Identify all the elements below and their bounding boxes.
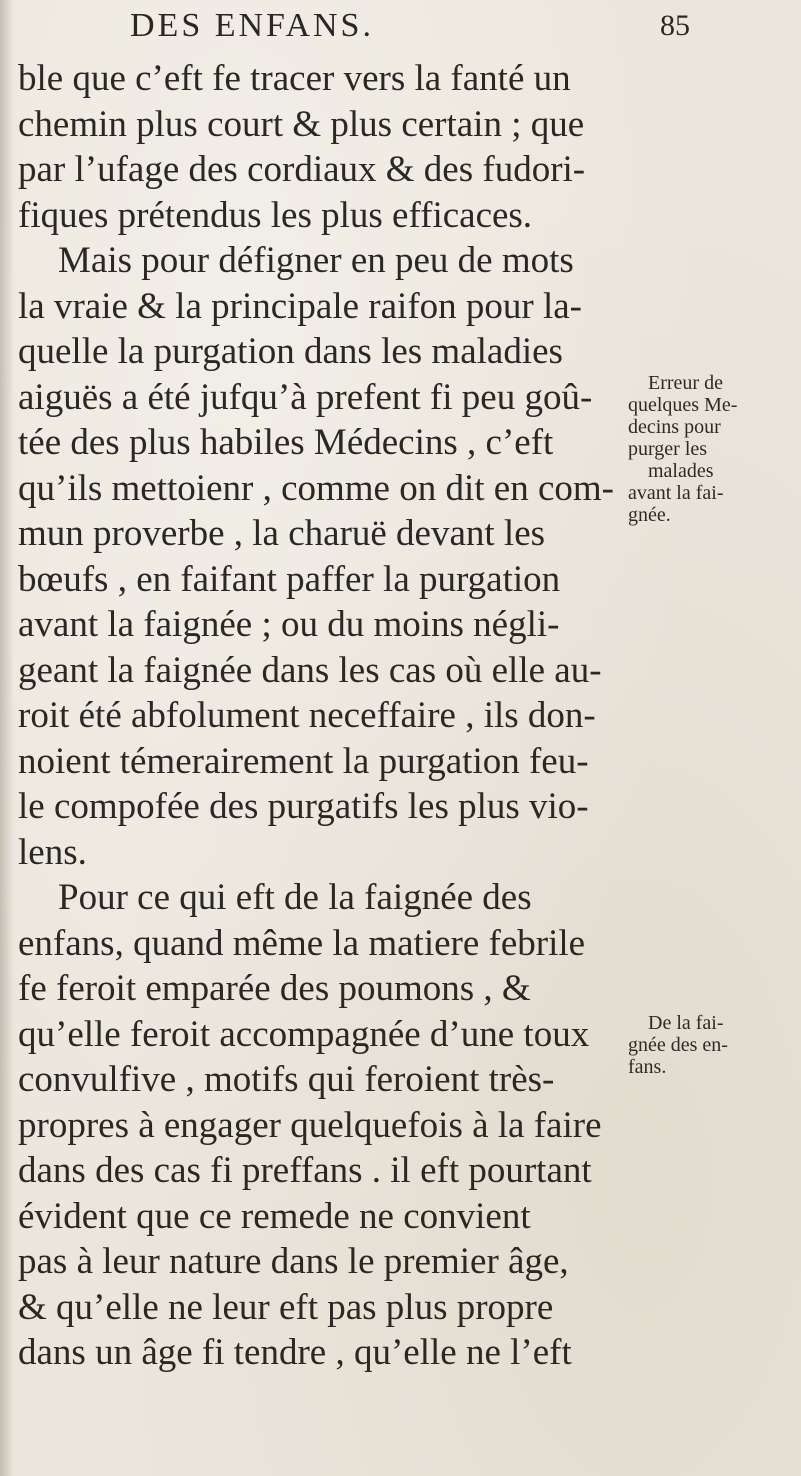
margin-note-line: avant la fai- bbox=[628, 482, 724, 504]
text-line: la vraie & la principale raifon pour la- bbox=[18, 285, 582, 327]
text-line: ble que c’eft fe tracer vers la fanté un bbox=[18, 58, 571, 99]
body-text bbox=[18, 56, 658, 1376]
text-line: dans un âge fi tendre , qu’elle ne l’eft bbox=[18, 1332, 572, 1373]
text-line: & qu’elle ne leur eft pas plus propre bbox=[18, 1286, 554, 1328]
spine-shadow bbox=[0, 0, 14, 1476]
text-line: qu’elle feroit accompagnée d’une toux bbox=[18, 1013, 590, 1055]
margin-note-line: quelques Me- bbox=[628, 394, 738, 416]
margin-note-line: gnée des en- bbox=[628, 1034, 728, 1056]
margin-note-line: purger les bbox=[628, 438, 708, 460]
margin-note-line: Erreur de bbox=[648, 372, 723, 394]
text-line: mun proverbe , la charuë devant les bbox=[18, 513, 546, 554]
text-line: enfans, quand même la matiere febrile bbox=[18, 922, 586, 964]
text-line: chemin plus court & plus certain ; que bbox=[18, 103, 585, 145]
running-head-title: DES ENFANS. bbox=[130, 7, 374, 44]
text-line: bœufs , en faifant paffer la purgation bbox=[18, 558, 561, 600]
text-line: pas à leur nature dans le premier âge, bbox=[18, 1241, 569, 1282]
margin-note-line: fans. bbox=[628, 1056, 667, 1078]
page-number: 85 bbox=[660, 9, 690, 42]
text-line: dans des cas fi preffans . il eft pourtant bbox=[18, 1150, 592, 1191]
text-line: qu’ils mettoienr , comme on dit en com- bbox=[18, 467, 614, 509]
text-line: avant la faignée ; ou du moins négli- bbox=[18, 604, 560, 645]
margin-note-line: gnée. bbox=[628, 504, 671, 526]
margin-note-saignee bbox=[628, 1012, 798, 1078]
margin-note-line: malades bbox=[648, 460, 714, 482]
text-line: fe feroit emparée des poumons , & bbox=[18, 968, 531, 1009]
text-line: le compofée des purgatifs les plus vio- bbox=[18, 786, 589, 827]
text-line: par l’ufage des cordiaux & des fudori- bbox=[18, 149, 586, 190]
text-line: quelle la purgation dans les maladies bbox=[18, 331, 563, 372]
text-line: évident que ce remede ne convient bbox=[18, 1195, 531, 1237]
text-line: propres à engager quelquefois à la faire bbox=[18, 1104, 602, 1146]
running-head bbox=[130, 4, 690, 48]
margin-note-line: decins pour bbox=[628, 416, 721, 438]
text-line: tée des plus habiles Médecins , c’eft bbox=[18, 422, 554, 463]
text-line: Mais pour défigner en peu de mots bbox=[58, 240, 574, 281]
text-line: Pour ce qui eft de la faignée des bbox=[58, 877, 532, 918]
text-line: geant la faignée dans les cas où elle au- bbox=[18, 649, 602, 691]
margin-note-line: De la fai- bbox=[648, 1012, 724, 1034]
text-line: fiques prétendus les plus efficaces. bbox=[18, 194, 533, 236]
text-line: lens. bbox=[18, 831, 87, 873]
text-line: convulfive , motifs qui feroient très- bbox=[18, 1059, 555, 1100]
text-line: roit été abfolument neceffaire , ils don- bbox=[18, 695, 596, 736]
text-line: aiguës a été jufqu’à prefent fi peu goû- bbox=[18, 376, 593, 418]
text-line: noient témerairement la purgation feu- bbox=[18, 740, 589, 782]
margin-note-purgation bbox=[628, 372, 798, 526]
